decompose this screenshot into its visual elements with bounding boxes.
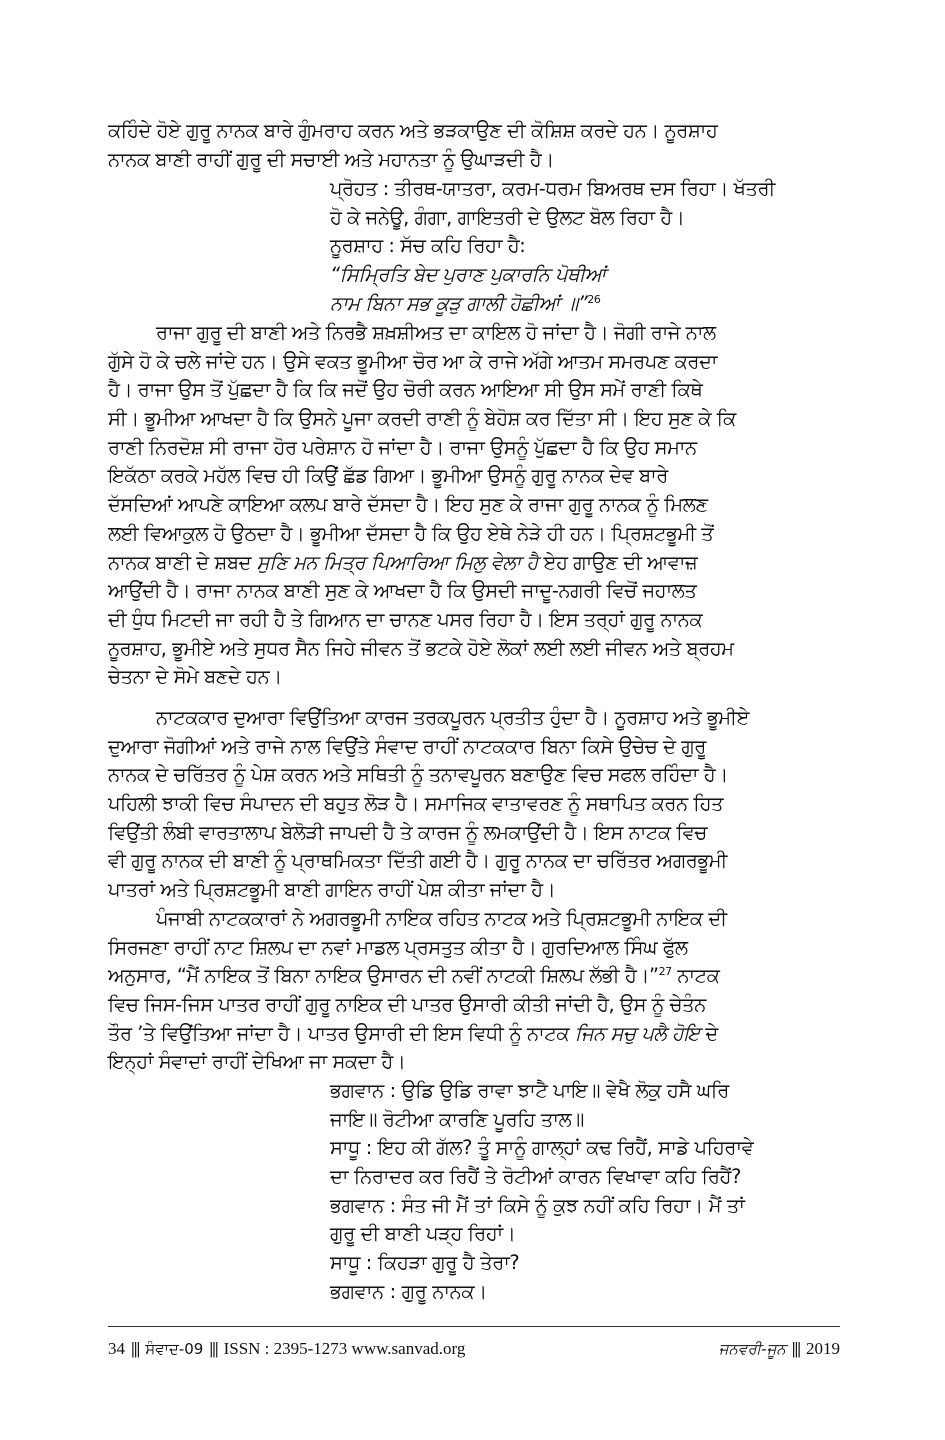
footer-right: [719, 1338, 840, 1360]
issue-period: ਜਨਵਰੀ-ਜੂਨ: [718, 1340, 786, 1358]
dialogue-line: ਭਗਵਾਨ : ਉਡਿ ਉਡਿ ਰਾਵਾ ਝਾਟੈ ਪਾਇ॥ ਵੇਖੈ ਲੋਕੁ ਹਸੈ ਘਰਿ: [330, 1079, 729, 1102]
paragraph-natakkar: [108, 704, 840, 905]
shabad-title: ਸੁਣਿ ਮਨ ਮਿਤ੍ਰ ਪਿਆਰਿਆ ਮਿਲੁ ਵੇਲਾ ਹੈ: [256, 550, 538, 574]
text-line: ਰਾਜਾ ਗੁਰੂ ਦੀ ਬਾਣੀ ਅਤੇ ਨਿਰਭੈ ਸ਼ਖ਼ਸ਼ੀਅਤ ਦਾ ਕਾਇਲ ਹੋ ਜਾਂਦਾ ਹੈ। ਜੋਗੀ ਰਾਜੇ ਨਾਲ: [156, 321, 716, 344]
text-line: ਦੱਸਦਿਆਂ ਆਪਣੇ ਕਾਇਆ ਕਲਪ ਬਾਰੇ ਦੱਸਦਾ ਹੈ। ਇਹ ਸੁਣ ਕੇ ਰਾਜਾ ਗੁਰੂ ਨਾਨਕ ਨੂੰ ਮਿਲਣ: [108, 493, 708, 517]
dialogue-line: ਭਗਵਾਨ : ਸੰਤ ਜੀ ਮੈਂ ਤਾਂ ਕਿਸੇ ਨੂੰ ਕੁਝ ਨਹੀਂ ਕਹਿ ਰਿਹਾ। ਮੈਂ ਤਾਂ: [330, 1193, 745, 1217]
text-fragment: ਏਹ ਗਾਉਣ ਦੀ ਆਵਾਜ਼: [537, 550, 698, 574]
verse-text: “ਸਿਮ੍ਰਿਤਿ ਬੇਦ ਪੁਰਾਣ ਪੁਕਾਰਨਿ ਪੋਥੀਆਂ: [330, 263, 606, 287]
text-line: ਨਾਨਕ ਦੇ ਚਰਿੱਤਰ ਨੂੰ ਪੇਸ਼ ਕਰਨ ਅਤੇ ਸਥਿਤੀ ਨੂੰ ਤਨਾਵਪੂਰਨ ਬਣਾਉਣ ਵਿਚ ਸਫਲ ਰਹਿੰਦਾ ਹੈ।: [108, 763, 728, 787]
dialogue-line: ਜਾਇ॥ ਰੋਟੀਆ ਕਾਰਣਿ ਪੂਰਹਿ ਤਾਲ॥: [330, 1107, 584, 1131]
footnote-ref: 27: [658, 965, 672, 979]
quote-line: ਨੂਰਸ਼ਾਹ : ਸੱਚ ਕਹਿ ਰਿਹਾ ਹੈ:: [330, 234, 526, 258]
text-line: [108, 549, 840, 578]
separator-bars: |||: [791, 1339, 800, 1358]
gurbani-verse: [330, 290, 840, 319]
separator-bars: |||: [131, 1339, 140, 1358]
dialogue-line: ਸਾਧੂ : ਕਿਹੜਾ ਗੁਰੂ ਹੈ ਤੇਰਾ?: [330, 1251, 520, 1275]
text-fragment: ਤੌਰ ’ਤੇ ਵਿਉਂਤਿਆ ਜਾਂਦਾ ਹੈ। ਪਾਤਰ ਉਸਾਰੀ ਦੀ ਇਸ ਵਿਧੀ ਨੂੰ ਨਾਟਕ: [108, 1021, 575, 1045]
text-line: ਵੀ ਗੁਰੂ ਨਾਨਕ ਦੀ ਬਾਣੀ ਨੂੰ ਪ੍ਰਾਥਮਿਕਤਾ ਦਿੱਤੀ ਗਈ ਹੈ। ਗੁਰੂ ਨਾਨਕ ਦਾ ਚਰਿੱਤਰ ਅਗਰਭੂਮੀ: [108, 849, 727, 873]
text-line: ਲਈ ਵਿਆਕੁਲ ਹੋ ਉਠਦਾ ਹੈ। ਭੂਮੀਆ ਦੱਸਦਾ ਹੈ ਕਿ ਉਹ ਏਥੇ ਨੇੜੇ ਹੀ ਹਨ। ਪ੍ਰਿਸ਼ਟਭੂਮੀ ਤੋਂ: [108, 521, 714, 545]
play-title: ਜਿਨ ਸਚੁ ਪਲੈ ਹੋਇ: [574, 1021, 700, 1045]
paragraph-raja: [108, 319, 840, 692]
text-line: ਚੇਤਨਾ ਦੇ ਸੋਮੇ ਬਣਦੇ ਹਨ।: [108, 665, 282, 689]
dialogue-line: ਦਾ ਨਿਰਾਦਰ ਕਰ ਰਿਹੈਂ ਤੇ ਰੋਟੀਆਂ ਕਾਰਨ ਵਿਖਾਵਾ ਕਹਿ ਰਿਹੈਂ?: [330, 1165, 742, 1189]
text-line: ਨਾਟਕਕਾਰ ਦੁਆਰਾ ਵਿਉਂਤਿਆ ਕਾਰਜ ਤਰਕਪੂਰਨ ਪ੍ਰਤੀਤ ਹੁੰਦਾ ਹੈ। ਨੂਰਸ਼ਾਹ ਅਤੇ ਭੂਮੀਏ: [156, 706, 749, 729]
text-line: ਵਿਉਂਤੀ ਲੰਬੀ ਵਾਰਤਾਲਾਪ ਬੇਲੋੜੀ ਜਾਪਦੀ ਹੈ ਤੇ ਕਾਰਜ ਨੂੰ ਲਮਕਾਉਂਦੀ ਹੈ। ਇਸ ਨਾਟਕ ਵਿਚ: [108, 820, 707, 844]
journal-name: ਸੰਵਾਦ-09: [145, 1340, 204, 1358]
text-line: ਪਹਿਲੀ ਝਾਕੀ ਵਿਚ ਸੰਪਾਦਨ ਦੀ ਬਹੁਤ ਲੋੜ ਹੈ। ਸਮਾਜਿਕ ਵਾਤਾਵਰਣ ਨੂੰ ਸਥਾਪਿਤ ਕਰਨ ਹਿਤ: [108, 792, 724, 816]
paragraph-intro: [108, 117, 840, 174]
text-line: ਦੀ ਧੁੰਧ ਮਿਟਦੀ ਜਾ ਰਹੀ ਹੈ ਤੇ ਗਿਆਨ ਦਾ ਚਾਨਣ ਪਸਰ ਰਿਹਾ ਹੈ। ਇਸ ਤਰ੍ਹਾਂ ਗੁਰੂ ਨਾਨਕ: [108, 607, 703, 631]
text-fragment: ਨਾਨਕ ਬਾਣੀ ਦੇ ਸ਼ਬਦ: [108, 550, 257, 574]
text-line: ਹੈ। ਰਾਜਾ ਉਸ ਤੋਂ ਪੁੱਛਦਾ ਹੈ ਕਿ ਕਿ ਜਦੋਂ ਉਹ ਚੋਰੀ ਕਰਨ ਆਇਆ ਸੀ ਉਸ ਸਮੇਂ ਰਾਣੀ ਕਿਥੇ: [108, 378, 703, 402]
dialogue-line: ਸਾਧੂ : ਇਹ ਕੀ ਗੱਲ? ਤੂੰ ਸਾਨੂੰ ਗਾਲ੍ਹਾਂ ਕਢ ਰਿਹੈਂ, ਸਾਡੇ ਪਹਿਰਾਵੇ: [330, 1136, 754, 1160]
text-fragment: ਦੇ: [699, 1021, 718, 1045]
page-footer: [108, 1338, 840, 1360]
issn-website: ISSN : 2395-1273 www.sanvad.org: [223, 1339, 466, 1358]
text-line: ਇਕੱਠਾ ਕਰਕੇ ਮਹੱਲ ਵਿਚ ਹੀ ਕਿਉਂ ਛੱਡ ਗਿਆ। ਭੂਮੀਆ ਉਸਨੂੰ ਗੁਰੂ ਨਾਨਕ ਦੇਵ ਬਾਰੇ: [108, 464, 668, 488]
separator-bars: |||: [209, 1339, 218, 1358]
text-line: ਪਾਤਰਾਂ ਅਤੇ ਪ੍ਰਿਸ਼ਟਭੂਮੀ ਬਾਣੀ ਗਾਇਨ ਰਾਹੀਂ ਪੇਸ਼ ਕੀਤਾ ਜਾਂਦਾ ਹੈ।: [108, 878, 556, 902]
verse-text: ਨਾਮ ਬਿਨਾ ਸਭ ਕੂੜੁ ਗਾਲੀ ਹੋਛੀਆਂ ॥”: [330, 291, 588, 315]
text-line: [108, 1020, 840, 1049]
text-line: ਸਿਰਜਣਾ ਰਾਹੀਂ ਨਾਟ ਸ਼ਿਲਪ ਦਾ ਨਵਾਂ ਮਾਡਲ ਪ੍ਰਸਤੁਤ ਕੀਤਾ ਹੈ। ਗੁਰਦਿਆਲ ਸਿੰਘ ਫੁੱਲ: [108, 935, 688, 959]
text-line: ਵਿਚ ਜਿਸ-ਜਿਸ ਪਾਤਰ ਰਾਹੀਂ ਗੁਰੂ ਨਾਇਕ ਦੀ ਪਾਤਰ ਉਸਾਰੀ ਕੀਤੀ ਜਾਂਦੀ ਹੈ, ਉਸ ਨੂੰ ਚੇਤੰਨ: [108, 993, 706, 1017]
text-fragment: ਅਨੁਸਾਰ, “ਮੈਂ ਨਾਇਕ ਤੋਂ ਬਿਨਾ ਨਾਇਕ ਉਸਾਰਨ ਦੀ ਨਵੀਂ ਨਾਟਕੀ ਸ਼ਿਲਪ ਲੱਭੀ ਹੈ।”: [108, 964, 659, 988]
gurbani-verse: [330, 261, 840, 290]
text-line: ਨਾਨਕ ਬਾਣੀ ਰਾਹੀਂ ਗੁਰੂ ਦੀ ਸਚਾਈ ਅਤੇ ਮਹਾਨਤਾ ਨੂੰ ਉਘਾੜਦੀ ਹੈ।: [108, 147, 554, 171]
text-line: [108, 962, 840, 991]
issue-year: 2019: [806, 1339, 840, 1358]
quote-line: ਪ੍ਰੋਹਤ : ਤੀਰਥ-ਯਾਤਰਾ, ਕਰਮ-ਧਰਮ ਬਿਅਰਥ ਦਸ ਰਿਹਾ। ਖੱਤਰੀ: [330, 177, 775, 200]
text-line: ਨੂਰਸ਼ਾਹ, ਭੂਮੀਏ ਅਤੇ ਸੁਧਰ ਸੈਨ ਜਿਹੇ ਜੀਵਨ ਤੋਂ ਭਟਕੇ ਹੋਏ ਲੋਕਾਂ ਲਈ ਲਈ ਜੀਵਨ ਅਤੇ ਬ੍ਰਹਮ: [108, 636, 734, 660]
text-line: ਪੰਜਾਬੀ ਨਾਟਕਕਾਰਾਂ ਨੇ ਅਗਰਭੂਮੀ ਨਾਇਕ ਰਹਿਤ ਨਾਟਕ ਅਤੇ ਪ੍ਰਿਸ਼ਟਭੂਮੀ ਨਾਇਕ ਦੀ: [156, 907, 727, 930]
footer-left: [108, 1338, 465, 1360]
dialogue-quote-block: [330, 175, 840, 318]
paragraph-punjabi-natakkar: [108, 905, 840, 1077]
text-line: ਗੁੱਸੇ ਹੋ ਕੇ ਚਲੇ ਜਾਂਦੇ ਹਨ। ਉਸੇ ਵਕਤ ਭੂਮੀਆ ਚੋਰ ਆ ਕੇ ਰਾਜੇ ਅੱਗੇ ਆਤਮ ਸਮਰਪਣ ਕਰਦਾ: [108, 349, 717, 373]
text-line: ਦੁਆਰਾ ਜੋਗੀਆਂ ਅਤੇ ਰਾਜੇ ਨਾਲ ਵਿਉਂਤੇ ਸੰਵਾਦ ਰਾਹੀਂ ਨਾਟਕਕਾਰ ਬਿਨਾ ਕਿਸੇ ਉਚੇਚ ਦੇ ਗੁਰੂ: [108, 734, 706, 758]
dialogue-line: ਗੁਰੂ ਦੀ ਬਾਣੀ ਪੜ੍ਹ ਰਿਹਾਂ।: [330, 1222, 516, 1246]
page-number: 34: [108, 1339, 125, 1358]
text-line: ਕਹਿੰਦੇ ਹੋਏ ਗੁਰੂ ਨਾਨਕ ਬਾਰੇ ਗੁੰਮਰਾਹ ਕਰਨ ਅਤੇ ਭੜਕਾਉਣ ਦੀ ਕੋਸ਼ਿਸ਼ ਕਰਦੇ ਹਨ। ਨੂਰਸ਼ਾਹ: [108, 119, 718, 142]
text-fragment: ਨਾਟਕ: [671, 964, 720, 988]
text-line: ਰਾਣੀ ਨਿਰਦੋਸ਼ ਸੀ ਰਾਜਾ ਹੋਰ ਪਰੇਸ਼ਾਨ ਹੋ ਜਾਂਦਾ ਹੈ। ਰਾਜਾ ਉਸਨੂੰ ਪੁੱਛਦਾ ਹੈ ਕਿ ਉਹ ਸਮਾਨ: [108, 435, 697, 459]
quote-line: ਹੋ ਕੇ ਜਨੇਊ, ਗੰਗਾ, ਗਾਇਤਰੀ ਦੇ ਉਲਟ ਬੋਲ ਰਿਹਾ ਹੈ।: [330, 205, 685, 229]
text-line: ਆਉਂਦੀ ਹੈ। ਰਾਜਾ ਨਾਨਕ ਬਾਣੀ ਸੁਣ ਕੇ ਆਖਦਾ ਹੈ ਕਿ ਉਸਦੀ ਜਾਦੂ-ਨਗਰੀ ਵਿਚੋਂ ਜਹਾਲਤ: [108, 579, 697, 603]
text-line: ਇਨ੍ਹਾਂ ਸੰਵਾਦਾਂ ਰਾਹੀਂ ਦੇਖਿਆ ਜਾ ਸਕਦਾ ਹੈ।: [108, 1050, 406, 1074]
dialogue-block: [330, 1077, 840, 1307]
text-line: ਸੀ। ਭੂਮੀਆ ਆਖਦਾ ਹੈ ਕਿ ਉਸਨੇ ਪੂਜਾ ਕਰਦੀ ਰਾਣੀ ਨੂੰ ਬੇਹੋਸ਼ ਕਰ ਦਿੱਤਾ ਸੀ। ਇਹ ਸੁਣ ਕੇ ਕਿ: [108, 407, 736, 431]
footnote-ref: 26: [587, 292, 601, 306]
dialogue-line: ਭਗਵਾਨ : ਗੁਰੂ ਨਾਨਕ।: [330, 1279, 487, 1303]
footer-divider: [108, 1326, 840, 1327]
